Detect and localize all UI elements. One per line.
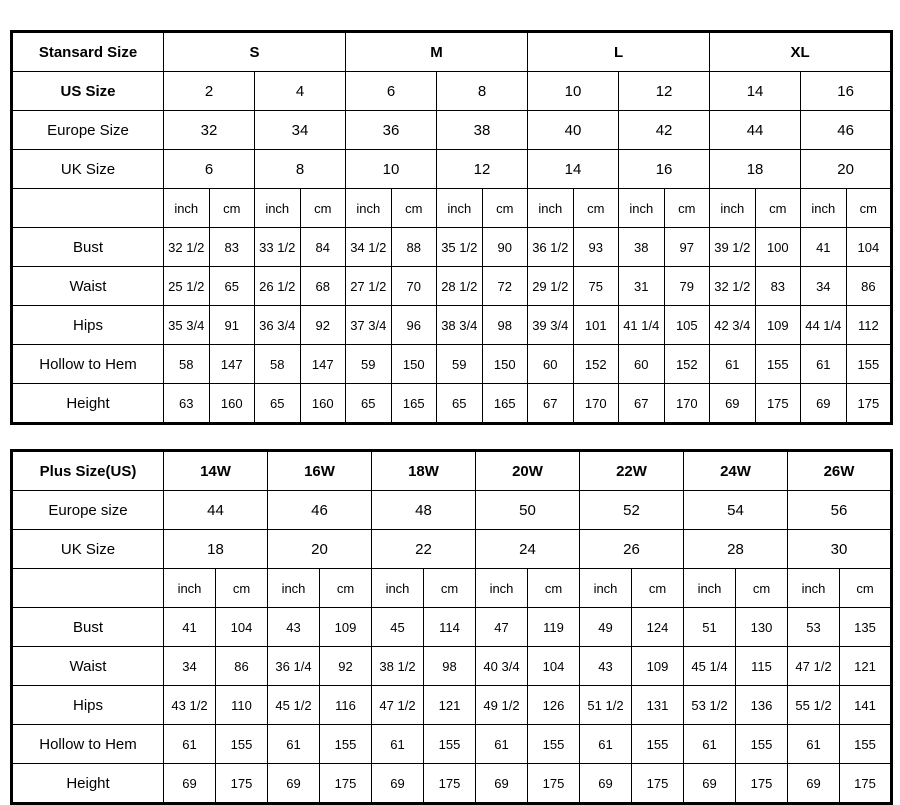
unit-cell: cm [482, 189, 528, 228]
measurement-value-cell: 60 [619, 345, 665, 384]
measurement-value-cell: 155 [755, 345, 801, 384]
measurement-value-cell: 165 [391, 384, 437, 424]
size-value-cell: 28 [684, 530, 788, 569]
measurement-value-cell: 104 [528, 647, 580, 686]
measurement-row [12, 725, 892, 764]
measurement-label-cell: Hollow to Hem [12, 725, 164, 764]
measurement-value-cell: 43 [268, 608, 320, 647]
size-group-header: 20W [476, 451, 580, 491]
measurement-row [12, 345, 892, 384]
size-group-header: 22W [580, 451, 684, 491]
measurement-value-cell: 152 [664, 345, 710, 384]
measurement-value-cell: 175 [755, 384, 801, 424]
unit-cell: inch [268, 569, 320, 608]
measurement-value-cell: 175 [216, 764, 268, 804]
unit-cell: inch [255, 189, 301, 228]
size-value-cell: 46 [801, 111, 892, 150]
table-header-row [12, 32, 892, 72]
size-value-cell: 36 [346, 111, 437, 150]
size-value-cell: 40 [528, 111, 619, 150]
measurement-value-cell: 36 3/4 [255, 306, 301, 345]
measurement-value-cell: 112 [846, 306, 892, 345]
measurement-value-cell: 69 [268, 764, 320, 804]
unit-cell: inch [788, 569, 840, 608]
size-value-cell: 4 [255, 72, 346, 111]
measurement-value-cell: 44 1/4 [801, 306, 847, 345]
measurement-value-cell: 65 [209, 267, 255, 306]
size-value-cell: 20 [801, 150, 892, 189]
measurement-value-cell: 41 1/4 [619, 306, 665, 345]
table-row [12, 491, 892, 530]
measurement-value-cell: 105 [664, 306, 710, 345]
measurement-value-cell: 83 [209, 228, 255, 267]
measurement-value-cell: 60 [528, 345, 574, 384]
measurement-value-cell: 36 1/4 [268, 647, 320, 686]
size-group-header: M [346, 32, 528, 72]
measurement-value-cell: 72 [482, 267, 528, 306]
measurement-value-cell: 61 [801, 345, 847, 384]
size-value-cell: 24 [476, 530, 580, 569]
measurement-value-cell: 75 [573, 267, 619, 306]
unit-row-label-cell [12, 189, 164, 228]
measurement-value-cell: 147 [209, 345, 255, 384]
measurement-value-cell: 51 1/2 [580, 686, 632, 725]
measurement-value-cell: 69 [476, 764, 528, 804]
size-value-cell: 50 [476, 491, 580, 530]
size-value-cell: 20 [268, 530, 372, 569]
row-label-cell: UK Size [12, 530, 164, 569]
measurement-value-cell: 61 [268, 725, 320, 764]
measurement-label-cell: Hips [12, 686, 164, 725]
measurement-value-cell: 59 [437, 345, 483, 384]
table-gap [10, 425, 890, 449]
measurement-value-cell: 40 3/4 [476, 647, 528, 686]
measurement-value-cell: 28 1/2 [437, 267, 483, 306]
measurement-row [12, 306, 892, 345]
size-value-cell: 32 [164, 111, 255, 150]
measurement-value-cell: 58 [255, 345, 301, 384]
size-value-cell: 42 [619, 111, 710, 150]
measurement-value-cell: 53 1/2 [684, 686, 736, 725]
size-value-cell: 6 [346, 72, 437, 111]
unit-cell: inch [164, 569, 216, 608]
measurement-value-cell: 98 [424, 647, 476, 686]
measurement-value-cell: 114 [424, 608, 476, 647]
standard-size-table [10, 30, 893, 425]
size-value-cell: 46 [268, 491, 372, 530]
measurement-value-cell: 92 [320, 647, 372, 686]
measurement-row [12, 647, 892, 686]
measurement-value-cell: 43 [580, 647, 632, 686]
measurement-value-cell: 26 1/2 [255, 267, 301, 306]
measurement-value-cell: 175 [840, 764, 892, 804]
measurement-value-cell: 175 [846, 384, 892, 424]
measurement-value-cell: 61 [164, 725, 216, 764]
measurement-label-cell: Hollow to Hem [12, 345, 164, 384]
measurement-value-cell: 110 [216, 686, 268, 725]
measurement-value-cell: 150 [482, 345, 528, 384]
size-value-cell: 34 [255, 111, 346, 150]
measurement-value-cell: 59 [346, 345, 392, 384]
measurement-value-cell: 47 [476, 608, 528, 647]
measurement-value-cell: 45 1/4 [684, 647, 736, 686]
measurement-value-cell: 170 [573, 384, 619, 424]
size-value-cell: 52 [580, 491, 684, 530]
measurement-value-cell: 61 [372, 725, 424, 764]
table-row [12, 72, 892, 111]
measurement-value-cell: 175 [320, 764, 372, 804]
measurement-value-cell: 175 [424, 764, 476, 804]
measurement-label-cell: Height [12, 384, 164, 424]
measurement-value-cell: 61 [710, 345, 756, 384]
measurement-value-cell: 93 [573, 228, 619, 267]
measurement-value-cell: 61 [476, 725, 528, 764]
unit-cell: cm [664, 189, 710, 228]
measurement-value-cell: 65 [437, 384, 483, 424]
measurement-value-cell: 104 [846, 228, 892, 267]
measurement-value-cell: 116 [320, 686, 372, 725]
measurement-value-cell: 86 [216, 647, 268, 686]
measurement-value-cell: 47 1/2 [788, 647, 840, 686]
measurement-value-cell: 69 [684, 764, 736, 804]
unit-cell: inch [372, 569, 424, 608]
plus-size-table [10, 449, 893, 805]
measurement-value-cell: 96 [391, 306, 437, 345]
size-value-cell: 38 [437, 111, 528, 150]
unit-cell: inch [476, 569, 528, 608]
measurement-label-cell: Bust [12, 228, 164, 267]
measurement-value-cell: 55 1/2 [788, 686, 840, 725]
unit-cell: inch [710, 189, 756, 228]
size-value-cell: 26 [580, 530, 684, 569]
size-group-header: S [164, 32, 346, 72]
unit-cell: cm [209, 189, 255, 228]
measurement-row [12, 764, 892, 804]
measurement-value-cell: 69 [580, 764, 632, 804]
unit-row [12, 569, 892, 608]
unit-cell: inch [164, 189, 210, 228]
size-group-header: L [528, 32, 710, 72]
size-value-cell: 12 [619, 72, 710, 111]
size-value-cell: 44 [710, 111, 801, 150]
measurement-row [12, 686, 892, 725]
unit-row-label-cell [12, 569, 164, 608]
size-value-cell: 16 [619, 150, 710, 189]
measurement-value-cell: 97 [664, 228, 710, 267]
size-group-header: 18W [372, 451, 476, 491]
measurement-value-cell: 41 [164, 608, 216, 647]
measurement-label-cell: Waist [12, 267, 164, 306]
measurement-value-cell: 39 1/2 [710, 228, 756, 267]
measurement-value-cell: 42 3/4 [710, 306, 756, 345]
measurement-value-cell: 35 3/4 [164, 306, 210, 345]
measurement-value-cell: 49 [580, 608, 632, 647]
measurement-value-cell: 131 [632, 686, 684, 725]
measurement-value-cell: 69 [788, 764, 840, 804]
measurement-value-cell: 70 [391, 267, 437, 306]
size-value-cell: 18 [710, 150, 801, 189]
measurement-value-cell: 170 [664, 384, 710, 424]
unit-cell: cm [573, 189, 619, 228]
unit-cell: cm [300, 189, 346, 228]
measurement-value-cell: 152 [573, 345, 619, 384]
row-label-cell: Europe size [12, 491, 164, 530]
size-value-cell: 14 [710, 72, 801, 111]
measurement-value-cell: 41 [801, 228, 847, 267]
measurement-value-cell: 83 [755, 267, 801, 306]
measurement-value-cell: 92 [300, 306, 346, 345]
measurement-value-cell: 115 [736, 647, 788, 686]
measurement-value-cell: 104 [216, 608, 268, 647]
row-label-cell: UK Size [12, 150, 164, 189]
row-label-cell: Europe Size [12, 111, 164, 150]
unit-cell: inch [346, 189, 392, 228]
measurement-value-cell: 155 [632, 725, 684, 764]
unit-cell: cm [846, 189, 892, 228]
table-header-row [12, 451, 892, 491]
size-value-cell: 44 [164, 491, 268, 530]
measurement-value-cell: 109 [320, 608, 372, 647]
measurement-value-cell: 141 [840, 686, 892, 725]
measurement-value-cell: 31 [619, 267, 665, 306]
size-value-cell: 30 [788, 530, 892, 569]
unit-row [12, 189, 892, 228]
table-row [12, 150, 892, 189]
measurement-value-cell: 124 [632, 608, 684, 647]
table-row [12, 530, 892, 569]
measurement-value-cell: 39 3/4 [528, 306, 574, 345]
measurement-label-cell: Waist [12, 647, 164, 686]
measurement-value-cell: 136 [736, 686, 788, 725]
size-group-header: 14W [164, 451, 268, 491]
unit-cell: cm [391, 189, 437, 228]
unit-cell: cm [755, 189, 801, 228]
measurement-value-cell: 155 [840, 725, 892, 764]
measurement-value-cell: 38 3/4 [437, 306, 483, 345]
corner-label-cell: Stansard Size [12, 32, 164, 72]
measurement-value-cell: 49 1/2 [476, 686, 528, 725]
unit-cell: cm [632, 569, 684, 608]
measurement-value-cell: 126 [528, 686, 580, 725]
measurement-value-cell: 109 [755, 306, 801, 345]
measurement-value-cell: 38 [619, 228, 665, 267]
measurement-value-cell: 175 [528, 764, 580, 804]
unit-cell: cm [216, 569, 268, 608]
size-value-cell: 6 [164, 150, 255, 189]
measurement-value-cell: 79 [664, 267, 710, 306]
measurement-value-cell: 119 [528, 608, 580, 647]
size-value-cell: 2 [164, 72, 255, 111]
measurement-value-cell: 43 1/2 [164, 686, 216, 725]
row-label-cell: US Size [12, 72, 164, 111]
measurement-value-cell: 91 [209, 306, 255, 345]
measurement-value-cell: 69 [164, 764, 216, 804]
measurement-value-cell: 32 1/2 [710, 267, 756, 306]
unit-cell: inch [801, 189, 847, 228]
size-value-cell: 56 [788, 491, 892, 530]
measurement-value-cell: 155 [846, 345, 892, 384]
unit-cell: inch [437, 189, 483, 228]
measurement-value-cell: 121 [424, 686, 476, 725]
measurement-value-cell: 61 [684, 725, 736, 764]
measurement-value-cell: 160 [300, 384, 346, 424]
measurement-value-cell: 25 1/2 [164, 267, 210, 306]
measurement-value-cell: 101 [573, 306, 619, 345]
measurement-value-cell: 51 [684, 608, 736, 647]
size-value-cell: 18 [164, 530, 268, 569]
measurement-value-cell: 53 [788, 608, 840, 647]
measurement-value-cell: 155 [216, 725, 268, 764]
measurement-value-cell: 84 [300, 228, 346, 267]
measurement-value-cell: 135 [840, 608, 892, 647]
measurement-value-cell: 35 1/2 [437, 228, 483, 267]
size-value-cell: 14 [528, 150, 619, 189]
unit-cell: cm [424, 569, 476, 608]
measurement-label-cell: Bust [12, 608, 164, 647]
measurement-value-cell: 160 [209, 384, 255, 424]
measurement-value-cell: 34 [164, 647, 216, 686]
measurement-value-cell: 90 [482, 228, 528, 267]
size-value-cell: 8 [437, 72, 528, 111]
measurement-value-cell: 155 [736, 725, 788, 764]
measurement-value-cell: 27 1/2 [346, 267, 392, 306]
measurement-value-cell: 58 [164, 345, 210, 384]
size-value-cell: 54 [684, 491, 788, 530]
unit-cell: inch [528, 189, 574, 228]
measurement-value-cell: 67 [619, 384, 665, 424]
measurement-value-cell: 86 [846, 267, 892, 306]
measurement-value-cell: 68 [300, 267, 346, 306]
size-group-header: XL [710, 32, 892, 72]
measurement-value-cell: 155 [528, 725, 580, 764]
measurement-label-cell: Height [12, 764, 164, 804]
measurement-value-cell: 38 1/2 [372, 647, 424, 686]
size-group-header: 26W [788, 451, 892, 491]
measurement-value-cell: 67 [528, 384, 574, 424]
measurement-row [12, 608, 892, 647]
measurement-label-cell: Hips [12, 306, 164, 345]
measurement-row [12, 228, 892, 267]
size-value-cell: 12 [437, 150, 528, 189]
measurement-value-cell: 47 1/2 [372, 686, 424, 725]
unit-cell: cm [840, 569, 892, 608]
size-value-cell: 10 [346, 150, 437, 189]
measurement-value-cell: 98 [482, 306, 528, 345]
unit-cell: cm [320, 569, 372, 608]
unit-cell: inch [684, 569, 736, 608]
unit-cell: inch [580, 569, 632, 608]
measurement-value-cell: 165 [482, 384, 528, 424]
size-value-cell: 22 [372, 530, 476, 569]
measurement-value-cell: 175 [632, 764, 684, 804]
unit-cell: inch [619, 189, 665, 228]
measurement-value-cell: 88 [391, 228, 437, 267]
measurement-value-cell: 65 [255, 384, 301, 424]
measurement-value-cell: 109 [632, 647, 684, 686]
unit-cell: cm [528, 569, 580, 608]
measurement-value-cell: 61 [580, 725, 632, 764]
measurement-value-cell: 45 [372, 608, 424, 647]
measurement-value-cell: 65 [346, 384, 392, 424]
measurement-value-cell: 33 1/2 [255, 228, 301, 267]
measurement-value-cell: 150 [391, 345, 437, 384]
measurement-value-cell: 121 [840, 647, 892, 686]
measurement-value-cell: 69 [710, 384, 756, 424]
size-value-cell: 8 [255, 150, 346, 189]
size-group-header: 16W [268, 451, 372, 491]
unit-cell: cm [736, 569, 788, 608]
size-value-cell: 48 [372, 491, 476, 530]
measurement-value-cell: 61 [788, 725, 840, 764]
measurement-value-cell: 100 [755, 228, 801, 267]
measurement-value-cell: 130 [736, 608, 788, 647]
measurement-value-cell: 34 1/2 [346, 228, 392, 267]
measurement-value-cell: 63 [164, 384, 210, 424]
measurement-value-cell: 29 1/2 [528, 267, 574, 306]
measurement-value-cell: 175 [736, 764, 788, 804]
size-value-cell: 16 [801, 72, 892, 111]
measurement-value-cell: 155 [424, 725, 476, 764]
measurement-value-cell: 69 [372, 764, 424, 804]
size-value-cell: 10 [528, 72, 619, 111]
size-group-header: 24W [684, 451, 788, 491]
measurement-value-cell: 32 1/2 [164, 228, 210, 267]
measurement-row [12, 384, 892, 424]
corner-label-cell: Plus Size(US) [12, 451, 164, 491]
measurement-value-cell: 34 [801, 267, 847, 306]
table-row [12, 111, 892, 150]
measurement-value-cell: 69 [801, 384, 847, 424]
measurement-value-cell: 45 1/2 [268, 686, 320, 725]
measurement-value-cell: 147 [300, 345, 346, 384]
measurement-row [12, 267, 892, 306]
measurement-value-cell: 37 3/4 [346, 306, 392, 345]
measurement-value-cell: 36 1/2 [528, 228, 574, 267]
measurement-value-cell: 155 [320, 725, 372, 764]
